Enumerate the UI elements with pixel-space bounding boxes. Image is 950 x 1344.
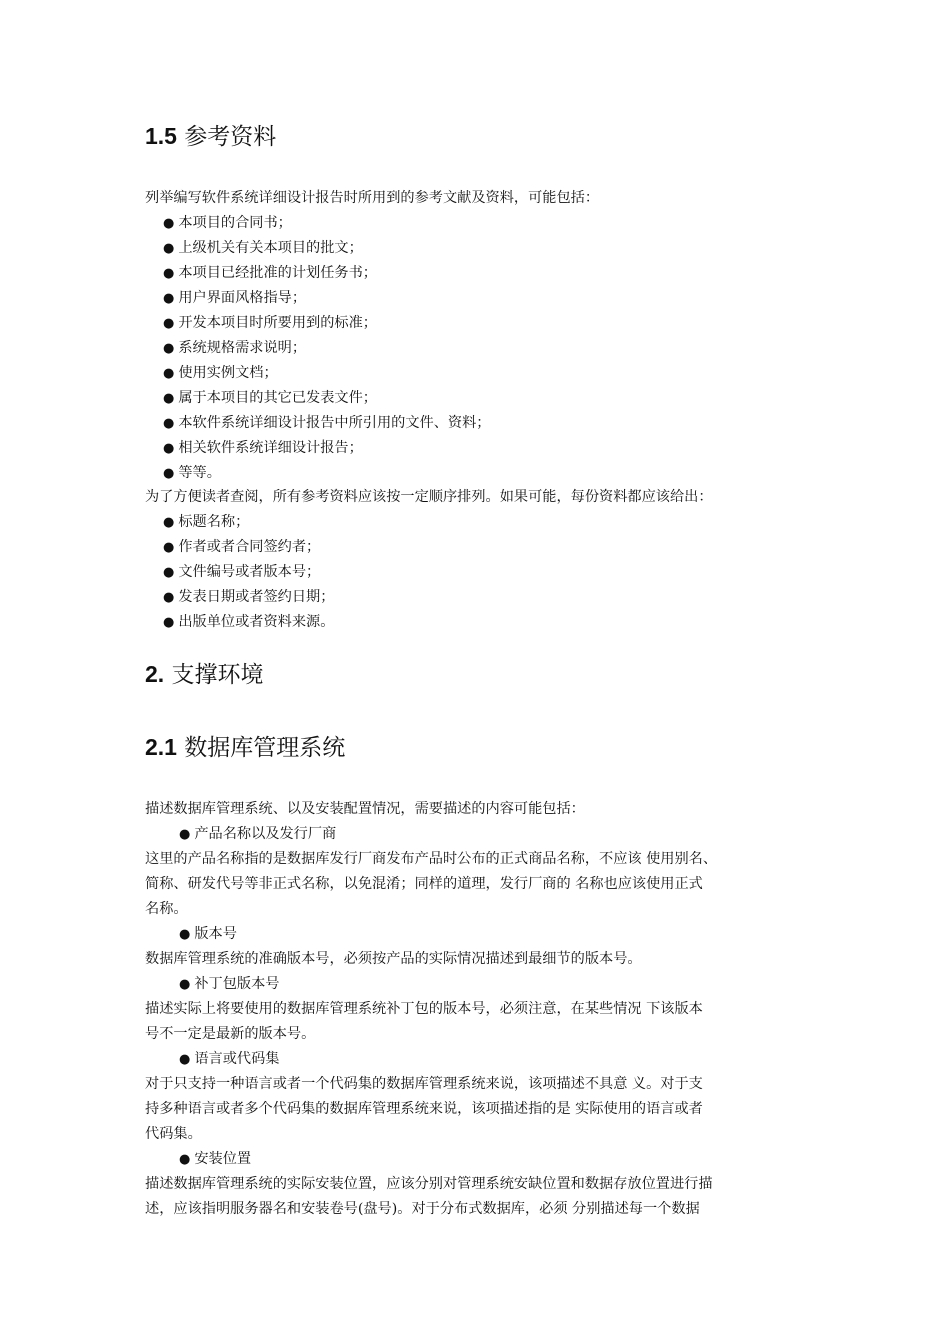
heading-2 (145, 656, 264, 689)
bullet-icon: ● (163, 590, 175, 605)
list-item (163, 286, 306, 311)
bullet-icon: ● (163, 441, 175, 456)
paragraph-line: 描述实际上将要使用的数据库管理系统补丁包的版本号，必须注意，在某些情况 下该版本 (145, 1001, 703, 1017)
paragraph-line: 名称。 (145, 901, 188, 917)
heading-number: 2. (145, 661, 165, 687)
list-item-text: 本项目已经批准的计划任务书； (178, 265, 377, 281)
list-item (163, 386, 377, 411)
list-item (163, 560, 320, 585)
list-item (163, 585, 334, 610)
bullet-icon: ● (163, 515, 175, 530)
list-item (163, 436, 363, 461)
list-item-text: 文件编号或者版本号； (178, 564, 321, 580)
bullet-icon: ● (163, 291, 175, 306)
list-item (163, 461, 221, 486)
subsection-bullet (179, 1147, 251, 1172)
bullet-icon: ● (163, 391, 175, 406)
paragraph-line: 简称、研发代号等非正式名称，以免混淆；同样的道理，发行厂商的 名称也应该使用正式 (145, 876, 703, 892)
subsection-bullet (179, 822, 336, 847)
bullet-icon: ● (163, 615, 175, 630)
bullet-icon: ● (179, 927, 191, 942)
list-item-text: 发表日期或者签约日期； (178, 589, 335, 605)
bullet-icon: ● (163, 316, 175, 331)
subsection-bullet (179, 972, 279, 997)
list-item (163, 261, 377, 286)
list-item (163, 211, 292, 236)
list-item-text: 补丁包版本号 (194, 976, 280, 992)
bullet-icon: ● (179, 1052, 191, 1067)
dbms-intro: 描述数据库管理系统、以及安装配置情况，需要描述的内容可能包括： (145, 801, 585, 817)
list-item (163, 311, 377, 336)
heading-number: 2.1 (145, 734, 177, 760)
subsection-bullet (179, 922, 237, 947)
list-item-text: 标题名称； (178, 514, 250, 530)
bullet-icon: ● (163, 366, 175, 381)
paragraph-line: 述，应该指明服务器名和安装卷号(盘号)。对于分布式数据库，必须 分别描述每一个数据 (145, 1201, 700, 1217)
bullet-icon: ● (163, 565, 175, 580)
list-item-text: 用户界面风格指导； (178, 290, 307, 306)
list-item-text: 作者或者合同签约者； (178, 539, 321, 555)
heading-number: 1.5 (145, 123, 177, 149)
list-item-text: 使用实例文档； (178, 365, 278, 381)
list-item-text: 出版单位或者资料来源。 (178, 614, 335, 630)
heading-2-1 (145, 729, 345, 762)
bullet-icon: ● (179, 1152, 191, 1167)
list-item (163, 610, 334, 635)
heading-title: 参考资料 (184, 124, 277, 150)
bullet-icon: ● (179, 827, 191, 842)
list-item (163, 361, 278, 386)
list-item (163, 535, 320, 560)
paragraph-line: 持多种语言或者多个代码集的数据库管理系统来说，该项描述指的是 实际使用的语言或者 (145, 1101, 703, 1117)
list-item-text: 本软件系统详细设计报告中所引用的文件、资料； (178, 415, 491, 431)
list-item (163, 411, 490, 436)
list-item-text: 系统规格需求说明； (178, 340, 307, 356)
list-item-text: 上级机关有关本项目的批文； (178, 240, 363, 256)
paragraph-line: 数据库管理系统的准确版本号，必须按产品的实际情况描述到最细节的版本号。 (145, 951, 642, 967)
list-item-text: 语言或代码集 (194, 1051, 280, 1067)
paragraph-line: 号不一定是最新的版本号。 (145, 1026, 316, 1042)
bullet-icon: ● (163, 266, 175, 281)
references-order-note: 为了方便读者查阅，所有参考资料应该按一定顺序排列。如果可能，每份资料都应该给出： (145, 489, 713, 505)
subsection-bullet (179, 1047, 279, 1072)
heading-title: 支撑环境 (171, 662, 264, 688)
references-intro: 列举编写软件系统详细设计报告时所用到的参考文献及资料，可能包括： (145, 190, 600, 206)
bullet-icon: ● (163, 540, 175, 555)
list-item (163, 236, 363, 261)
list-item-text: 开发本项目时所要用到的标准； (178, 315, 377, 331)
bullet-icon: ● (163, 216, 175, 231)
heading-1-5 (145, 118, 276, 151)
list-item-text: 安装位置 (194, 1151, 252, 1167)
list-item (163, 510, 249, 535)
list-item-text: 属于本项目的其它已发表文件； (178, 390, 377, 406)
list-item-text: 版本号 (194, 926, 237, 942)
bullet-icon: ● (179, 977, 191, 992)
list-item-text: 产品名称以及发行厂商 (194, 826, 337, 842)
list-item (163, 336, 306, 361)
paragraph-line: 描述数据库管理系统的实际安装位置，应该分别对管理系统安缺位置和数据存放位置进行描 (145, 1176, 713, 1192)
bullet-icon: ● (163, 416, 175, 431)
list-item-text: 相关软件系统详细设计报告； (178, 440, 363, 456)
bullet-icon: ● (163, 341, 175, 356)
bullet-icon: ● (163, 241, 175, 256)
list-item-text: 本项目的合同书； (178, 215, 292, 231)
paragraph-line: 代码集。 (145, 1126, 202, 1142)
list-item-text: 等等。 (178, 465, 221, 481)
paragraph-line: 对于只支持一种语言或者一个代码集的数据库管理系统来说，该项描述不具意 义。对于支 (145, 1076, 703, 1092)
bullet-icon: ● (163, 466, 175, 481)
heading-title: 数据库管理系统 (184, 735, 346, 761)
paragraph-line: 这里的产品名称指的是数据库发行厂商发布产品时公布的正式商品名称，不应该 使用别名、 (145, 851, 718, 867)
